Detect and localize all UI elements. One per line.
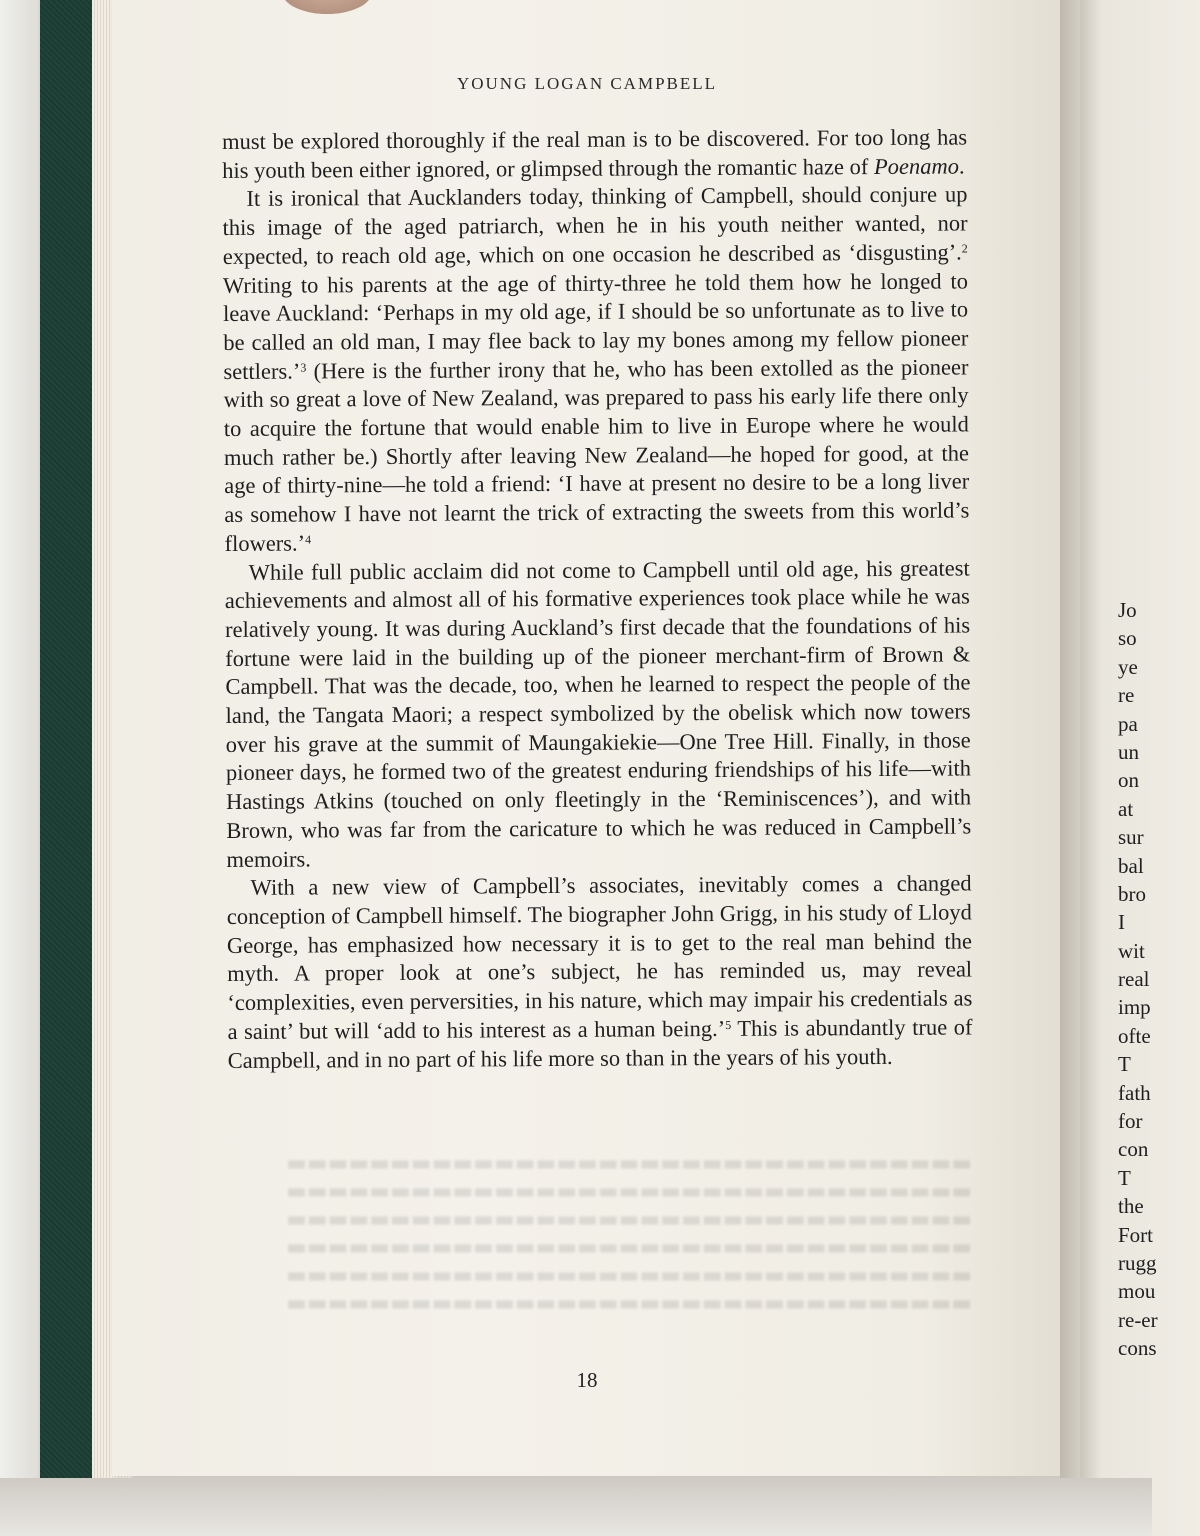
body-text	[222, 123, 973, 1075]
thumb-shadow	[282, 0, 372, 14]
text-run: must be explored thoroughly if the real man is to be discovered. For too long has his youth been either ignored, or glimpsed through the romantic haze of	[222, 124, 968, 183]
facing-page-line: T	[1118, 1052, 1131, 1077]
page-number: 18	[576, 1368, 598, 1392]
footnote-ref: 5	[725, 1017, 732, 1032]
footnote-ref: 4	[305, 532, 312, 547]
facing-page-line: on	[1118, 768, 1139, 793]
facing-page-line: Fort	[1118, 1222, 1154, 1247]
facing-page-line: the	[1118, 1194, 1144, 1219]
facing-page-line: imp	[1118, 995, 1151, 1020]
facing-page-line: sur	[1118, 825, 1144, 850]
facing-page-line: re-er	[1118, 1307, 1158, 1332]
facing-page-line: bal	[1118, 853, 1144, 878]
running-head: YOUNG LOGAN CAMPBELL	[456, 74, 718, 93]
facing-page-line: Jo	[1118, 598, 1137, 622]
facing-page-line: for	[1118, 1109, 1143, 1134]
background-left	[0, 0, 44, 1536]
facing-page-line: so	[1118, 626, 1137, 651]
facing-page-line: pa	[1118, 711, 1138, 736]
show-through-text: ▬▬▬▬▬▬▬▬▬▬▬▬▬▬▬▬▬▬▬▬▬▬▬▬▬▬▬▬▬▬▬▬▬ ▬▬▬▬▬▬▬▬▬▬▬▬▬▬▬▬▬▬▬▬▬▬▬▬▬▬▬▬▬▬▬▬▬ ▬▬▬▬▬▬▬▬▬▬▬▬▬▬▬▬▬▬▬▬▬▬▬▬▬▬▬▬▬▬▬▬▬ ▬▬▬▬▬▬▬▬▬▬▬▬▬▬▬▬▬▬▬▬▬▬▬▬▬▬▬▬▬▬▬▬▬ ▬▬▬▬▬▬▬▬▬▬▬▬▬▬▬▬▬▬▬▬▬▬▬▬▬▬▬▬▬▬▬▬▬ ▬▬▬▬▬▬▬▬▬▬▬▬▬▬▬▬▬▬▬▬▬▬▬▬▬▬▬▬▬▬▬▬▬	[286, 1151, 972, 1316]
text-run: (Here is the further irony that he, who has been extolled as the pioneer with so great a love of New Zealand, was prepared to pass his early life there only to acquire the fortune that would enable him to live in Europe where he would much rather be.) Shortly after leaving New Zealand—he hoped for good, at the age of thirty-nine—he told a friend: ‘I have at present no desire to be a long liver as somehow I have not learnt the trick of extracting the sweets from this world’s flowers.’	[223, 354, 970, 556]
paragraph	[227, 870, 973, 1075]
facing-page-line: fath	[1118, 1080, 1151, 1105]
facing-page-line: un	[1118, 739, 1139, 764]
facing-page-line: real	[1118, 967, 1150, 992]
book-page	[112, 0, 1062, 1476]
text-run: It is ironical that Aucklanders today, thinking of Campbell, should conjure up this image of the aged patriarch, when he in his youth neither wanted, nor expected, to reach old age, which on one occasion he described as ‘disgusting’.	[222, 181, 968, 269]
shelf-surface	[0, 1478, 1152, 1536]
facing-page-line: rugg	[1118, 1250, 1157, 1275]
text-run: This is abundantly true of Campbell, and in no part of his life more so than in the years of his youth.	[227, 1014, 973, 1073]
facing-page-line: mou	[1118, 1279, 1156, 1304]
footnote-ref: 2	[961, 241, 968, 256]
text-run: Writing to his parents at the age of thirty-three he told them how he longed to leave Auckland: ‘Perhaps in my old age, if I should be so unfortunate as to live to be called an old man, I may flee back to lay my bones among my fellow pioneer settlers.’	[222, 267, 969, 384]
facing-page-line: T	[1118, 1165, 1131, 1190]
facing-page-fragments	[1118, 596, 1158, 1363]
facing-page	[1080, 0, 1200, 1536]
facing-page-line: con	[1118, 1137, 1149, 1162]
text-run: While full public acclaim did not come to Campbell until old age, his greatest achievements and almost all of his formative experiences took place while he was relatively young. It was during Auckland’s first decade that the foundations of his fortune were laid in the building up of the pioneer merchant-firm of Brown & Campbell. That was the decade, too, when he learned to respect the people of the land, the Tangata Maori; a respect symbolized by the obelisk which now towers over his grave at the summit of Maungakiekie—One Tree Hill. Finally, in those pioneer days, he formed two of the greatest enduring friendships of his life—with Hastings Atkins (touched on only fleetingly in the ‘Reminiscences’), and with Brown, who was far from the caricature to which he was reduced in Campbell’s memoirs.	[224, 554, 972, 872]
italic-title: Poenamo	[873, 153, 960, 179]
facing-page-line: re	[1118, 683, 1135, 708]
paragraph	[222, 181, 969, 559]
text-run: With a new view of Campbell’s associates, inevitably comes a changed conception of Campbell himself. The biographer John Grigg, in his study of Lloyd George, has emphasized how necessary it is to get to the real man behind the myth. A proper look at one’s subject, he has reminded us, may reveal ‘complexities, even perversities, in his nature, which may impair his credentials as a saint’ but will ‘add to his interest as a human being.’	[226, 870, 973, 1044]
facing-page-line: ye	[1118, 654, 1138, 679]
paragraph	[222, 123, 967, 185]
facing-page-line: bro	[1118, 881, 1146, 906]
text-run: .	[958, 153, 965, 179]
facing-page-line: at	[1118, 796, 1134, 821]
paragraph	[225, 554, 972, 874]
facing-page-line: I	[1118, 910, 1125, 935]
footnote-ref: 3	[300, 360, 307, 375]
facing-page-line: cons	[1118, 1336, 1157, 1361]
facing-page-line: ofte	[1118, 1023, 1151, 1048]
facing-page-line: wit	[1118, 938, 1145, 963]
